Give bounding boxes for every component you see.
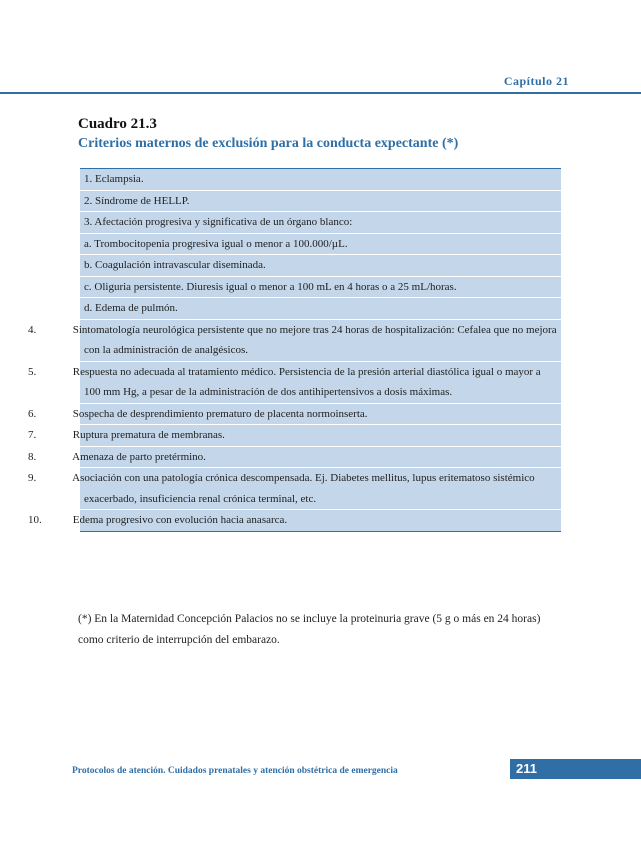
row-number: 9. (28, 472, 37, 484)
row-number: 8. (28, 450, 37, 463)
criteria-table (28, 168, 561, 532)
box-title: Cuadro 21.3 (78, 116, 157, 132)
row-number: 4. (28, 323, 37, 336)
table-row (80, 510, 561, 532)
row-text: Respuesta no adecuada al tratamiento médico. Persistencia de la presión arterial diastólica igual o mayor a 100 mm Hg, a pesar de la administración de dos antihipertensivos a dosis máximas. (72, 365, 541, 398)
row-text: d. Edema de pulmón. (80, 298, 561, 320)
row-text: b. Coagulación intravascular diseminada. (80, 255, 561, 277)
row-text: 2. Síndrome de HELLP. (80, 190, 561, 212)
table-row (80, 169, 561, 191)
row-text: Sospecha de desprendimiento prematuro de placenta normoinserta. (72, 407, 368, 420)
table-row (80, 361, 561, 403)
row-cell (28, 510, 561, 532)
table-row (80, 212, 561, 234)
row-cell (28, 319, 561, 361)
row-cell (28, 361, 561, 403)
table-row (80, 446, 561, 468)
row-text: c. Oliguria persistente. Diuresis igual o menor a 100 mL en 4 horas o a 25 mL/horas. (80, 276, 561, 298)
table-row (80, 425, 561, 447)
table-row (80, 403, 561, 425)
header-divider (0, 92, 641, 94)
row-cell (28, 403, 561, 425)
page-number-bar (510, 759, 641, 779)
row-text: Asociación con una patología crónica descompensada. Ej. Diabetes mellitus, lupus eritematoso sistémico exacerbado, insuficiencia renal crónica terminal, etc. (72, 472, 535, 505)
row-number: 6. (28, 407, 37, 420)
box-subtitle: Criterios maternos de exclusión para la conducta expectante (*) (78, 136, 459, 151)
table-row (80, 298, 561, 320)
row-text: Amenaza de parto pretérmino. (72, 450, 206, 463)
row-number: 7. (28, 429, 37, 441)
row-text: Sintomatología neurológica persistente que no mejore tras 24 horas de hospitalización: Cefalea que no mejora con la administración de analgésicos. (72, 323, 557, 356)
row-text: Edema progresivo con evolución hacia anasarca. (72, 514, 288, 526)
row-text: 1. Eclampsia. (80, 169, 561, 191)
row-number: 10. (28, 514, 42, 526)
chapter-label: Capítulo 21 (503, 74, 569, 88)
table-row (80, 255, 561, 277)
row-cell (28, 468, 561, 510)
row-cell (28, 425, 561, 447)
table-row (80, 190, 561, 212)
footer-title: Protocolos de atención. Cuidados prenatales y atención obstétrica de emergencia (72, 766, 398, 776)
row-text: 3. Afectación progresiva y significativa de un órgano blanco: (80, 212, 561, 234)
page-number: 211 (516, 761, 537, 776)
table-row (80, 233, 561, 255)
footnote: (*) En la Maternidad Concepción Palacios no se incluye la proteinuria grave (5 g o más en 24 horas) como criterio de interrupción del embarazo. (78, 613, 541, 646)
row-text: Ruptura prematura de membranas. (72, 429, 225, 441)
table-row (80, 468, 561, 510)
table-row (80, 319, 561, 361)
row-cell (28, 446, 561, 468)
row-number: 5. (28, 365, 37, 378)
row-text: a. Trombocitopenia progresiva igual o menor a 100.000/µL. (80, 233, 561, 255)
table-row (80, 276, 561, 298)
